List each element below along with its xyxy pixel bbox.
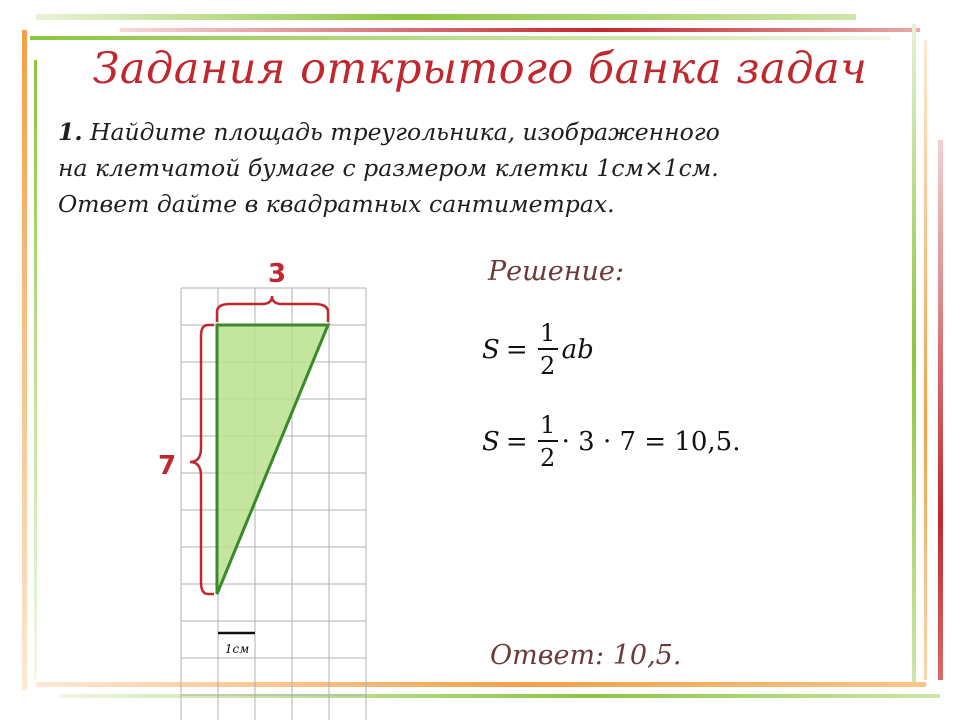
triangle-shape [217,325,328,594]
formula-2-fraction [538,410,558,474]
formula-2-lhs: S [482,426,500,457]
task-line-3: Ответ дайте в квадратных сантиметрах. [58,190,615,218]
formula-2-numerator: 1 [539,411,556,439]
task-number: 1. [58,118,83,146]
task-text-1: Найдите площадь треугольника, изображенного [90,118,720,146]
top-side-label: 3 [267,259,287,289]
unit-label: 1см [224,642,250,656]
left-brace [190,325,214,594]
task-line-2: на клетчатой бумаге с размером клетки 1см×1см. [58,154,719,182]
formula-2-denominator: 2 [539,443,556,472]
answer-text: Ответ: 10,5. [490,640,682,671]
slide-title: Задания открытого банка задач [92,44,868,94]
formula-1-equals: = [505,334,528,365]
formula-2-rhs: · 3 · 7 = 10,5. [561,426,741,457]
formula-1-denominator: 2 [539,351,556,380]
formula-1-rhs: ab [561,334,594,365]
formula-1-fraction [538,318,558,382]
top-brace [217,296,328,322]
area-calculation [482,410,741,474]
formula-2-equals: = [505,426,528,457]
area-formula [482,318,594,382]
formula-1-numerator: 1 [539,319,556,347]
formula-1-lhs: S [482,334,500,365]
left-side-label: 7 [157,451,177,481]
solution-label: Решение: [488,256,624,287]
